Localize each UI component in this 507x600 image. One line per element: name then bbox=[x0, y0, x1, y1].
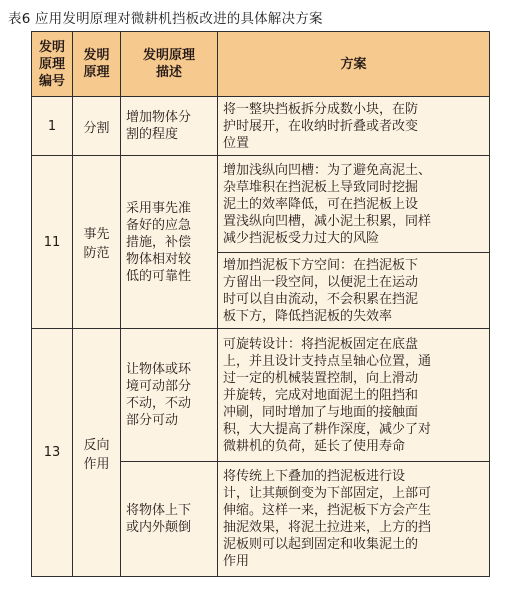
row-description: 增加物体分 割的程度 bbox=[121, 97, 218, 156]
row-description: 采用事先准 备好的应急 措施，补偿 物体相对较 低的可靠性 bbox=[121, 156, 218, 329]
row-solution: 增加浅纵向凹槽：为了避免高泥土、 杂草堆积在挡泥板上导致同时挖掘 泥土的效率降低，可在挡泥板上设 置浅纵向凹槽，减小泥土积累，同样 减少挡泥板受力过大的风险 bbox=[218, 156, 490, 253]
row-principle: 反向 作用 bbox=[73, 329, 121, 577]
row-solution: 将传统上下叠加的挡泥板进行设 计，让其颠倒变为下部固定，上部可 伸缩。这样一来，挡泥板下方会产生 抽泥效果，将泥土拉进来，上方的挡 泥板则可以起到固定和收集泥土的 作用 bbox=[218, 462, 490, 577]
row-solution: 可旋转设计：将挡泥板固定在底盘 上，并且设计支持点呈轴心位置，通 过一定的机械装置控制，向上滑动 并旋转，完成对地面泥土的阻挡和 冲刷，同时增加了与地面的接触面 积，大大提高了耕作深度，减少了对 微耕机的负荷，延长了使用寿命 bbox=[218, 329, 490, 462]
header-solution: 方案 bbox=[218, 32, 490, 97]
table-row bbox=[32, 329, 490, 462]
header-number: 发明 原理 编号 bbox=[32, 32, 73, 97]
row-solution: 增加挡泥板下方空间：在挡泥板下 方留出一段空间，以便泥土在运动 时可以自由流动，不会积累在挡泥 板下方，降低挡泥板的失效率 bbox=[218, 253, 490, 329]
row-solution: 将一整块挡板拆分成数小块，在防 护时展开，在收纳时折叠或者改变 位置 bbox=[218, 97, 490, 156]
row-description: 让物体或环 境可动部分 不动，不动 部分可动 bbox=[121, 329, 218, 462]
header-principle: 发明 原理 bbox=[73, 32, 121, 97]
table-row bbox=[32, 156, 490, 253]
table-row bbox=[32, 97, 490, 156]
row-number: 13 bbox=[32, 329, 73, 577]
solution-table bbox=[31, 31, 490, 577]
row-principle: 事先 防范 bbox=[73, 156, 121, 329]
row-principle: 分割 bbox=[73, 97, 121, 156]
row-number: 11 bbox=[32, 156, 73, 329]
row-number: 1 bbox=[32, 97, 73, 156]
header-description: 发明原理 描述 bbox=[121, 32, 218, 97]
row-description: 将物体上下 或内外颠倒 bbox=[121, 462, 218, 577]
table-header-row bbox=[32, 32, 490, 97]
table-caption: 表6 应用发明原理对微耕机挡板改进的具体解决方案 bbox=[8, 11, 323, 27]
